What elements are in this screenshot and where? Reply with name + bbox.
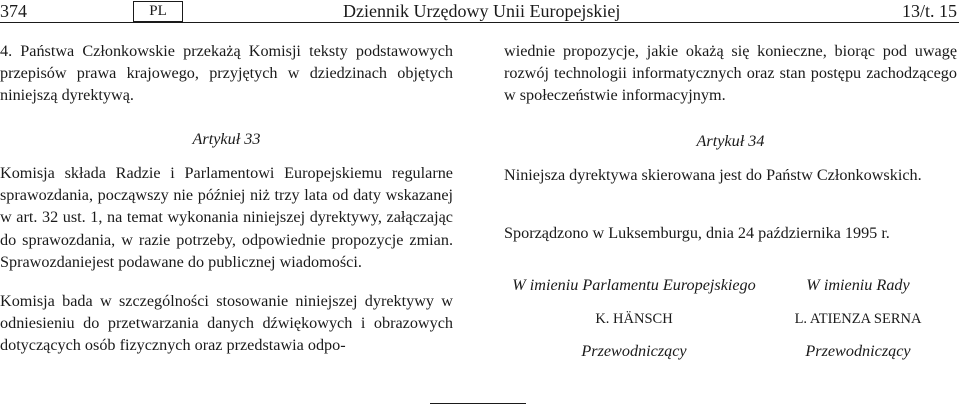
signature-organisation: W imieniu Rady <box>806 276 910 294</box>
article-34-paragraph: Niniejsza dyrektywa skierowana jest do Państw Członkowskich. <box>504 166 922 184</box>
footer-rule <box>430 403 526 404</box>
language-code-box: PL <box>133 1 183 22</box>
signatory-name: L. ATIENZA SERNA <box>794 311 922 327</box>
article-33-heading: Artykuł 33 <box>192 130 261 148</box>
article-34-heading: Artykuł 34 <box>696 132 765 150</box>
journal-title: Dziennik Urzędowy Unii Europejskiej <box>343 1 621 21</box>
signatory-title: Przewodniczący <box>805 342 911 360</box>
done-at-statement: Sporządzono w Luksemburgu, dnia 24 października 1995 r. <box>504 224 890 242</box>
signature-council <box>783 274 933 362</box>
signatory-title: Przewodniczący <box>581 342 687 360</box>
header-rule <box>0 22 959 23</box>
article-33-paragraph-1: Komisja składa Radzie i Parlamentowi Europejskiemu regularne sprawozdania, począwszy nie później niż trzy lata od daty wskazanej w art. 32 ust. 1, na temat wykonania niniejszej dyrektywy, załączając do sprawozdania, w razie potrzeby, odpowiednie propozycje zmian. Sprawozdaniejest podawane do publicznej wiadomości. <box>0 164 453 271</box>
left-intro-paragraph: 4. Państwa Członkowskie przekażą Komisji teksty podstawowych przepisów prawa krajowego, przyjętych w dziedzinach objętych niniejszą dyrektywą. <box>0 42 453 105</box>
signatory-name: K. HÄNSCH <box>595 311 673 327</box>
page-number: 374 <box>0 1 27 21</box>
issue-number: 13/t. 15 <box>901 1 957 21</box>
right-continuation-paragraph: wiednie propozycje, jakie okażą się konieczne, biorąc pod uwagę rozwój technologii informatycznych oraz stan postępu zachodzącego w społeczeństwie informacyjnym. <box>504 42 957 105</box>
signature-organisation: W imieniu Parlamentu Europejskiego <box>512 276 756 294</box>
article-33-paragraph-2: Komisja bada w szczególności stosowanie niniejszej dyrektywy w odniesieniu do przetwarzania danych dźwiękowych i obrazowych dotyczących osób fizycznych oraz przedstawia odpo- <box>0 292 453 355</box>
signature-parliament <box>504 274 764 362</box>
